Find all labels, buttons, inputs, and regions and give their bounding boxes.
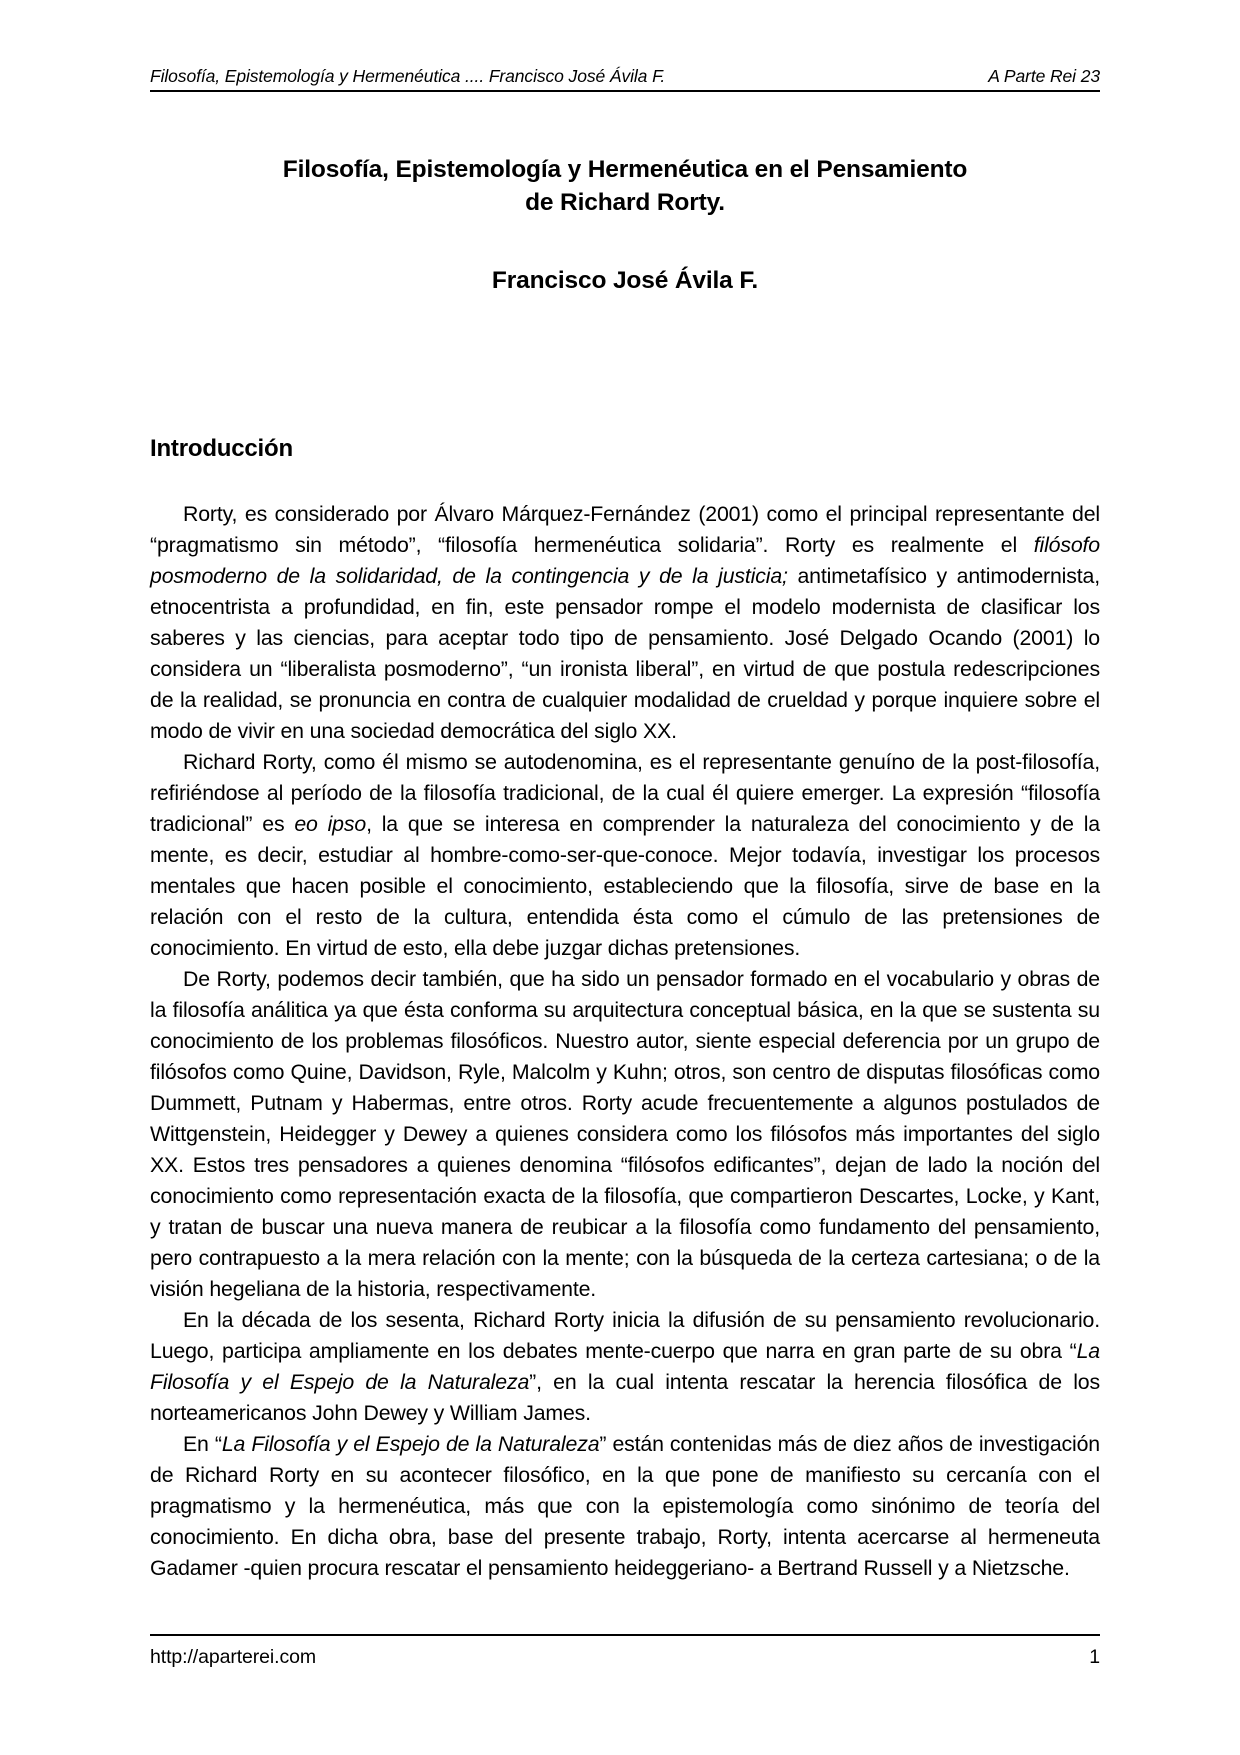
page-title [150, 154, 1100, 219]
paragraph-1-part-a: Rorty, es considerado por Álvaro Márquez-Fernández (2001) como el principal representante del “pragmatismo sin método”, “filosofía hermenéutica solidaria”. Rorty es realmente el [150, 502, 1100, 558]
paragraph-4 [150, 1305, 1100, 1429]
body-text [150, 499, 1100, 1583]
page-title-line-1: Filosofía, Epistemología y Hermenéutica en el Pensamiento [282, 156, 968, 183]
paragraph-2 [150, 747, 1100, 964]
paragraph-1-emphasis: filósofo posmoderno de la solidaridad, de la contingencia y de la justicia; [150, 533, 1100, 589]
footer-url[interactable]: http://aparterei.com [150, 1646, 316, 1668]
paragraph-1-part-b: antimetafísico y antimodernista, etnocentrista a profundidad, en fin, este pensador rompe el modelo modernista de clasificar los saberes y las ciencias, para aceptar todo tipo de pensamiento. José Delgado Ocando (2001) lo considera un “liberalista posmoderno”, “un ironista liberal”, en virtud de que postula redescripciones de la realidad, se pronuncia en contra de cualquier modalidad de crueldad y porque inquiere sobre el modo de vivir en una sociedad democrática del siglo XX. [150, 564, 1100, 744]
paragraph-3: De Rorty, podemos decir también, que ha sido un pensador formado en el vocabulario y obras de la filosofía análitica ya que ésta conforma su arquitectura conceptual básica, en la que se sustenta su conocimiento de los problemas filosóficos. Nuestro autor, siente especial deferencia por un grupo de filósofos como Quine, Davidson, Ryle, Malcolm y Kuhn; otros, son centro de disputas filosóficas como Dummett, Putnam y Habermas, entre otros. Rorty acude frecuentemente a algunos postulados de Wittgenstein, Heidegger y Dewey a quienes considera como los filósofos más importantes del siglo XX. Estos tres pensadores a quienes denomina “filósofos edificantes”, dejan de lado la noción del conocimiento como representación exacta de la filosofía, que compartieron Descartes, Locke, y Kant, y tratan de buscar una nueva manera de reubicar a la filosofía como fundamento del pensamiento, pero contrapuesto a la mera relación con la mente; con la búsqueda de la certeza cartesiana; o de la visión hegeliana de la historia, respectivamente. [150, 966, 1100, 1301]
footer-divider [150, 1634, 1100, 1636]
title-block [150, 154, 1100, 295]
paragraph-2-part-a: Richard Rorty, como él mismo se autodenomina, es el representante genuíno de la post-filosofía, refiriéndose al período de la filosofía tradicional, de la cual él quiere emerger. La expresión “filosofía tradicional” es [150, 750, 1100, 836]
footer-row [150, 1646, 1100, 1669]
running-head [150, 66, 1100, 92]
page-footer [150, 1634, 1100, 1669]
running-head-left: Filosofía, Epistemología y Hermenéutica .... Francisco José Ávila F. [150, 66, 666, 86]
paragraph-5-part-b: ” están contenidas más de diez años de investigación de Richard Rorty en su acontecer filosófico, en la que pone de manifiesto su cercanía con el pragmatismo y la hermenéutica, más que con la epistemología como sinónimo de teoría del conocimiento. En dicha obra, base del presente trabajo, Rorty, intenta acercarse al hermeneuta Gadamer -quien procura rescatar el pensamiento heideggeriano- a Bertrand Russell y a Nietzsche. [150, 1431, 1100, 1580]
running-head-right: A Parte Rei 23 [988, 66, 1100, 86]
page-title-line-2: de Richard Rorty. [525, 188, 725, 216]
paragraph-5 [150, 1429, 1100, 1584]
paragraph-5-part-a: En “ [183, 1431, 222, 1456]
page-number: 1 [1089, 1646, 1100, 1668]
paragraph-2-part-b: , la que se interesa en comprender la naturaleza del conocimiento y de la mente, es decir, estudiar al hombre-como-ser-que-conoce. Mejor todavía, investigar los procesos mentales que hacen posible el conocimiento, estableciendo que la filosofía, sirve de base en la relación con el resto de la cultura, entendida ésta como el cúmulo de las pretensiones de conocimiento. En virtud de esto, ella debe juzgar dichas pretensiones. [150, 812, 1101, 960]
paragraph-4-part-a: En la década de los sesenta, Richard Rorty inicia la difusión de su pensamiento revolucionario. Luego, participa ampliamente en los debates mente-cuerpo que narra en gran parte de su obra “ [150, 1307, 1100, 1363]
paragraph-5-book-title: La Filosofía y el Espejo de la Naturaleza [221, 1431, 600, 1456]
author-name: Francisco José Ávila F. [491, 267, 759, 295]
paragraph-4-book-title: La Filosofía y el Espejo de la Naturaleza [150, 1338, 1100, 1394]
paragraph-1 [150, 499, 1100, 747]
paragraph-2-emphasis: eo ipso [294, 812, 367, 836]
paragraph-4-part-b: ”, en la cual intenta rescatar la herencia filosófica de los norteamericanos John Dewey y William James. [150, 1369, 1100, 1425]
section-heading-introduccion: Introducción [150, 435, 293, 463]
